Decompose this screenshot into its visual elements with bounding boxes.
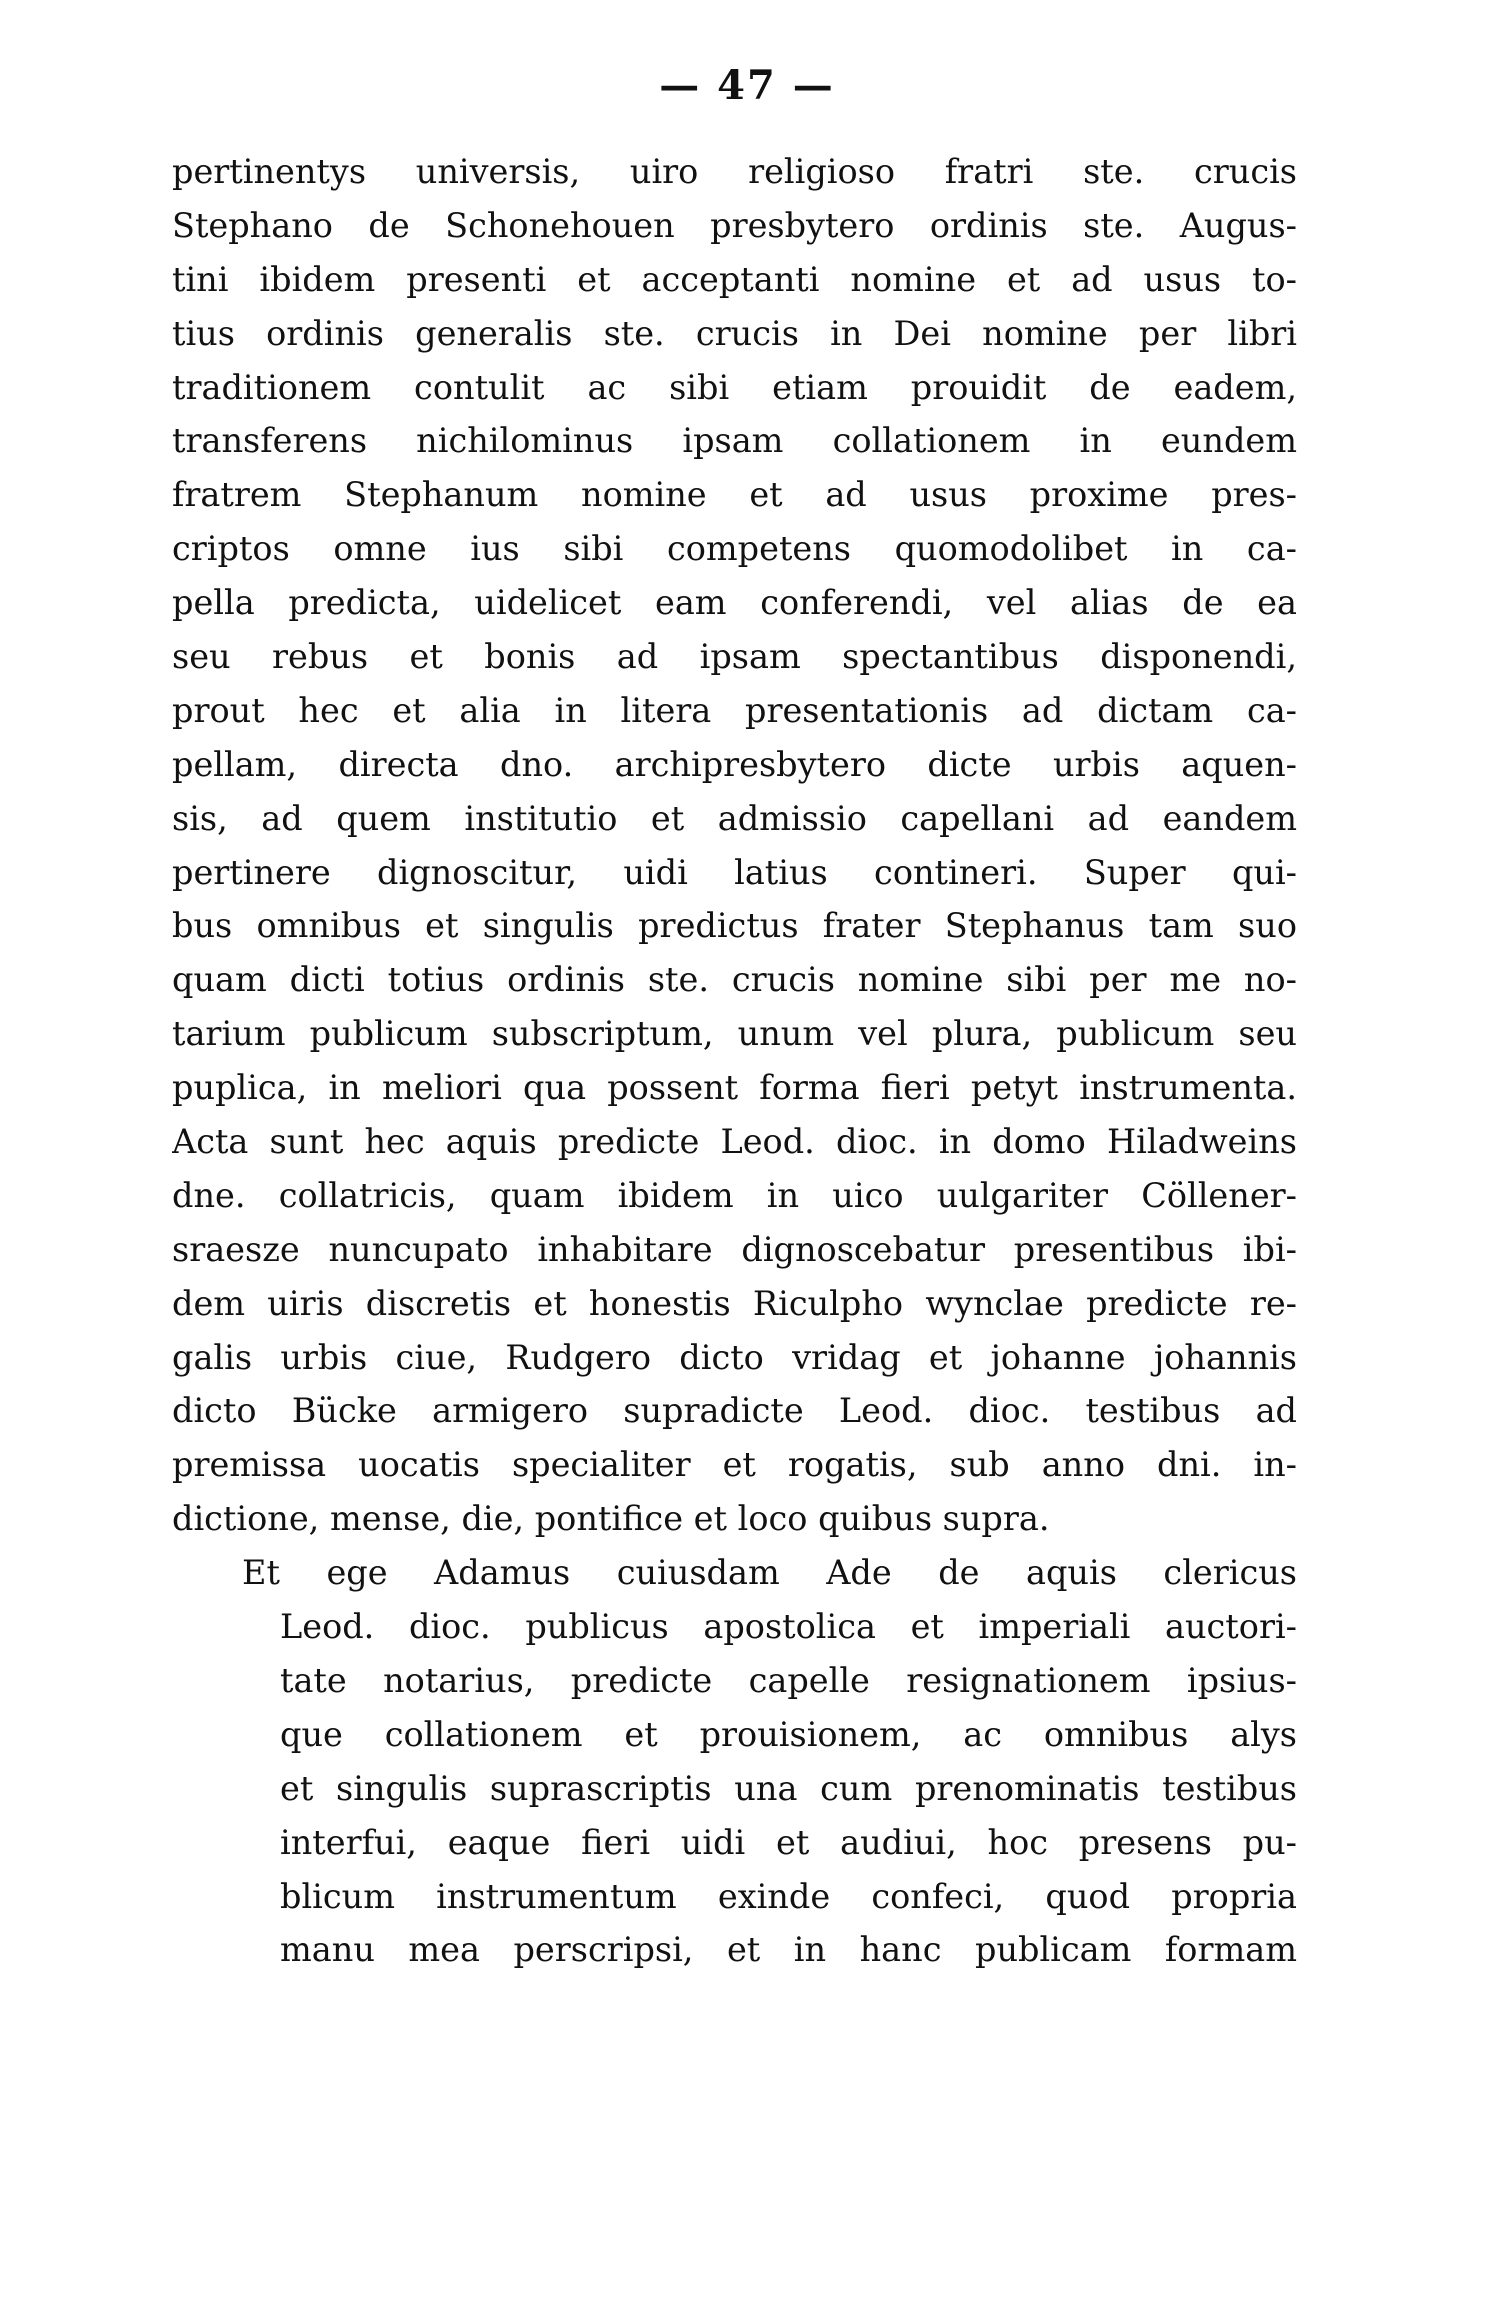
text-line: blicum instrumentum exinde confeci, quod propria	[280, 1876, 1297, 1916]
text-line: pella predicta, uidelicet eam conferendi, vel alias de ea	[172, 583, 1297, 623]
text-line: criptos omne ius sibi competens quomodolibet in ca-	[172, 529, 1297, 569]
text-line: Stephano de Schonehouen presbytero ordinis ste. Augus-	[172, 205, 1297, 245]
text-line: transferens nichilominus ipsam collationem in eundem	[172, 421, 1297, 461]
text-line: dictione, mense, die, pontifice et loco quibus supra.	[172, 1499, 1050, 1539]
text-line: tate notarius, predicte capelle resignationem ipsius-	[280, 1660, 1297, 1700]
text-line: quam dicti totius ordinis ste. crucis nomine sibi per me no-	[172, 960, 1297, 1000]
text-line: interfui, eaque fieri uidi et audiui, hoc presens pu-	[280, 1822, 1297, 1862]
text-line: bus omnibus et singulis predictus frater Stephanus tam suo	[172, 906, 1297, 946]
text-line: pertinere dignoscitur, uidi latius contineri. Super qui-	[172, 852, 1297, 892]
text-line: seu rebus et bonis ad ipsam spectantibus disponendi,	[172, 637, 1297, 677]
text-line: traditionem contulit ac sibi etiam prouidit de eadem,	[172, 367, 1297, 407]
text-line: prout hec et alia in litera presentationis ad dictam ca-	[172, 690, 1297, 730]
text-line: Acta sunt hec aquis predicte Leod. dioc. in domo Hiladweins	[172, 1122, 1297, 1162]
text-line: et singulis suprascriptis una cum prenominatis testibus	[280, 1768, 1297, 1808]
text-line: manu mea perscripsi, et in hanc publicam formam	[280, 1930, 1297, 1970]
text-line: premissa uocatis specialiter et rogatis, sub anno dni. in-	[172, 1445, 1297, 1485]
text-line: dem uiris discretis et honestis Riculpho wynclae predicte re-	[172, 1283, 1297, 1323]
text-line: tarium publicum subscriptum, unum vel plura, publicum seu	[172, 1014, 1297, 1054]
text-line: fratrem Stephanum nomine et ad usus proxime pres-	[172, 475, 1297, 515]
text-line: galis urbis ciue, Rudgero dicto vridag et johanne johannis	[172, 1337, 1297, 1377]
text-line: dne. collatricis, quam ibidem in uico uulgariter Cöllener-	[172, 1175, 1297, 1215]
page-number: — 47 —	[659, 62, 835, 109]
text-line: puplica, in meliori qua possent forma fieri petyt instrumenta.	[172, 1068, 1297, 1108]
text-line: Leod. dioc. publicus apostolica et imperiali auctori-	[280, 1607, 1297, 1647]
text-line: pellam, directa dno. archipresbytero dicte urbis aquen-	[172, 744, 1297, 784]
text-line: dicto Bücke armigero supradicte Leod. dioc. testibus ad	[172, 1391, 1297, 1431]
document-body	[172, 145, 1297, 1977]
text-line: sraesze nuncupato inhabitare dignoscebatur presentibus ibi-	[172, 1229, 1297, 1269]
text-line: que collationem et prouisionem, ac omnibus alys	[280, 1714, 1297, 1754]
text-line: tini ibidem presenti et acceptanti nomine et ad usus to-	[172, 259, 1297, 299]
text-line: tius ordinis generalis ste. crucis in Dei nomine per libri	[172, 313, 1297, 353]
text-line: pertinentys universis, uiro religioso fratri ste. crucis	[172, 152, 1297, 191]
text-line: Et ege Adamus cuiusdam Ade de aquis clericus	[242, 1553, 1297, 1593]
text-line: sis, ad quem institutio et admissio capellani ad eandem	[172, 798, 1297, 838]
